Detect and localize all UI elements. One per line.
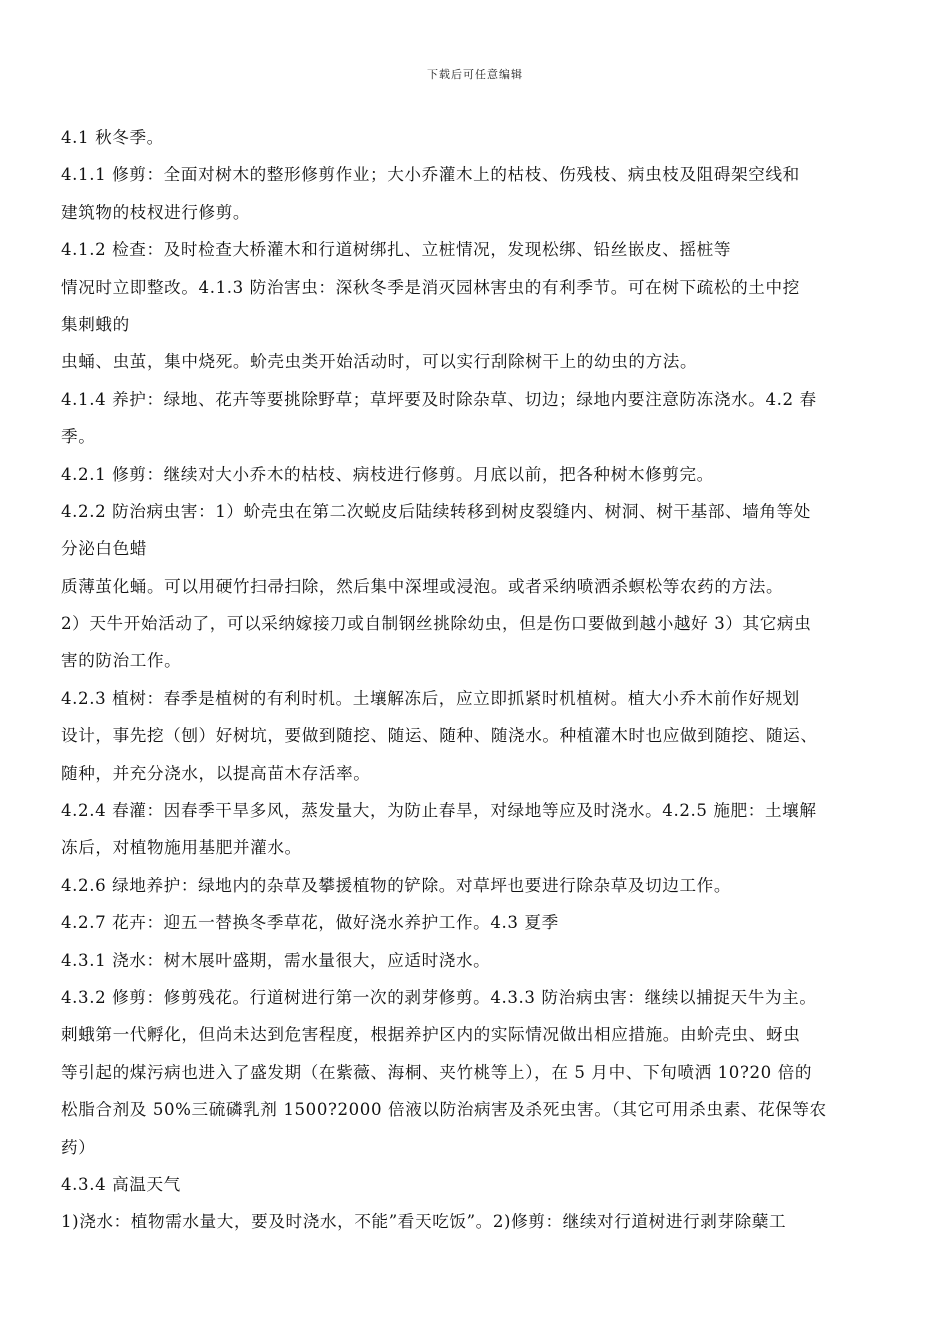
- text-line: 随种，并充分浇水，以提高苗木存活率。: [61, 763, 371, 783]
- page-header: 下载后可任意编辑: [427, 68, 523, 81]
- text-line: 4.1.4 养护：绿地、花卉等要挑除野草；草坪要及时除杂草、切边；绿地内要注意防冻浇水。4.2 春: [61, 389, 817, 409]
- text-line: 设计，事先挖（刨）好树坑，要做到随挖、随运、随种、随浇水。种植灌木时也应做到随挖、随运、: [61, 726, 818, 746]
- text-line: 1)浇水：植物需水量大，要及时浇水，不能”看天吃饭”。2)修剪：继续对行道树进行剥芽除蘖工: [61, 1212, 787, 1232]
- text-line: 4.1.2 检查：及时检查大桥灌木和行道树绑扎、立桩情况，发现松绑、铅丝嵌皮、摇桩等: [61, 240, 732, 260]
- text-line: 4.3.1 浇水：树木展叶盛期，需水量很大，应适时浇水。: [61, 950, 491, 970]
- text-line: 4.2.1 修剪：继续对大小乔木的枯枝、病枝进行修剪。月底以前，把各种树木修剪完。: [61, 464, 714, 484]
- text-line: 季。: [61, 427, 96, 447]
- text-line: 4.2.6 绿地养护：绿地内的杂草及攀援植物的铲除。对草坪也要进行除杂草及切边工作。: [61, 875, 732, 895]
- text-line: 2）天牛开始活动了，可以采纳嫁接刀或自制钢丝挑除幼虫，但是伤口要做到越小越好 3）其它病虫: [61, 614, 812, 634]
- text-line: 刺蛾第一代孵化，但尚未达到危害程度，根据养护区内的实际情况做出相应措施。由蚧壳虫、蚜虫: [61, 1025, 801, 1045]
- text-line: 4.2.7 花卉：迎五一替换冬季草花，做好浇水养护工作。4.3 夏季: [61, 913, 559, 933]
- text-line: 4.2.3 植树：春季是植树的有利时机。土壤解冻后，应立即抓紧时机植树。植大小乔木前作好规划: [61, 688, 800, 708]
- document-body: [61, 119, 891, 1241]
- text-line: 等引起的煤污病也进入了盛发期（在紫薇、海桐、夹竹桃等上），在 5 月中、下旬喷洒 10?20 倍的: [61, 1062, 813, 1082]
- text-line: 4.3.4 高温天气: [61, 1174, 181, 1194]
- text-line: 4.2.2 防治病虫害：1）蚧壳虫在第二次蜕皮后陆续转移到树皮裂缝内、树洞、树干基部、墙角等处: [61, 501, 812, 521]
- text-line: 集刺蛾的: [61, 314, 130, 334]
- text-line: 4.1.1 修剪：全面对树木的整形修剪作业；大小乔灌木上的枯枝、伤残枝、病虫枝及阻碍架空线和: [61, 165, 800, 185]
- text-line: 4.2.4 春灌：因春季干旱多风，蒸发量大，为防止春旱，对绿地等应及时浇水。4.2.5 施肥：土壤解: [61, 801, 817, 821]
- text-line: 害的防治工作。: [61, 651, 182, 671]
- text-line: 质薄茧化蛹。可以用硬竹扫帚扫除，然后集中深埋或浸泡。或者采纳喷洒杀螟松等农药的方法。: [61, 576, 784, 596]
- text-line: 4.1 秋冬季。: [61, 128, 164, 147]
- text-line: 建筑物的枝杈进行修剪。: [61, 202, 251, 222]
- text-line: 药）: [61, 1137, 96, 1157]
- text-line: 松脂合剂及 50%三硫磷乳剂 1500?2000 倍液以防治病害及杀死虫害。（其它可用杀虫素、花保等农: [61, 1100, 827, 1120]
- text-line: 4.3.2 修剪：修剪残花。行道树进行第一次的剥芽修剪。4.3.3 防治病虫害：继续以捕捉天牛为主。: [61, 987, 817, 1007]
- text-line: 虫蛹、虫茧，集中烧死。蚧壳虫类开始活动时，可以实行刮除树干上的幼虫的方法。: [61, 352, 698, 372]
- text-line: 分泌白色蜡: [61, 539, 147, 559]
- text-line: 情况时立即整改。4.1.3 防治害虫：深秋冬季是消灭园林害虫的有利季节。可在树下疏松的土中挖: [61, 277, 800, 297]
- text-line: 冻后，对植物施用基肥并灌水。: [61, 838, 302, 858]
